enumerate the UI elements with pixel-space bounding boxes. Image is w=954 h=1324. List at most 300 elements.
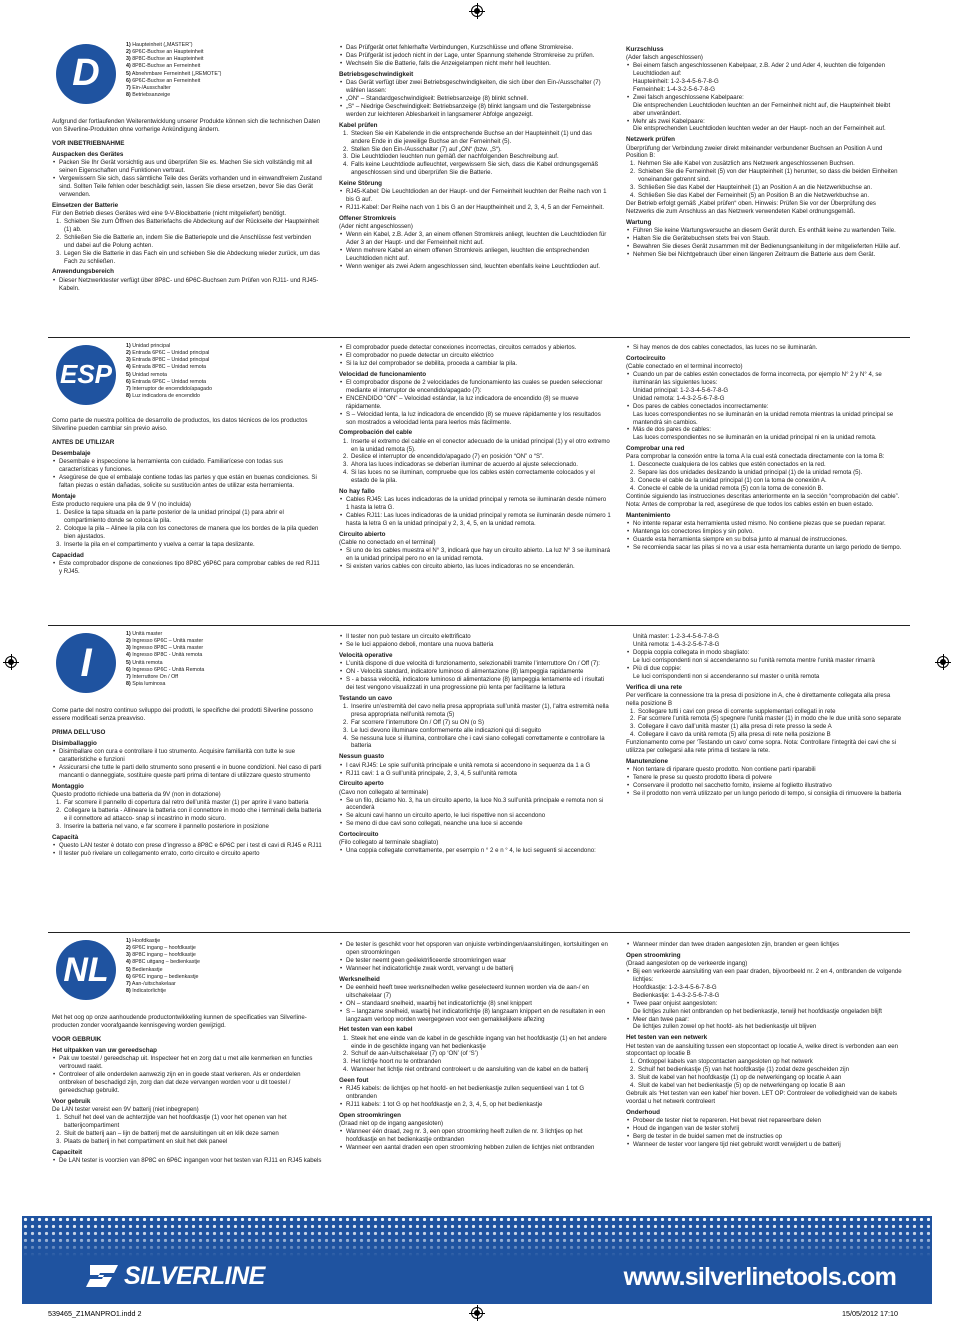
- indented-text: [626, 411, 902, 427]
- list-item: • Assicurarsi che tutte le parti dello strumento sono presenti e in buone condizioni. Nel caso di parti mancanti o danneggiate, sostituire queste parti prima di tentare di utilizzare questo strumento: [52, 764, 322, 780]
- parts-list-item: 2) Ingresso 6P6C – Unità master: [126, 638, 204, 645]
- parts-list-item: 4) 8P8C-Buchse an Ferneinheit: [126, 63, 201, 70]
- paragraph: De LAN tester vereist een 9V batterij (niet inbegrepen): [52, 1105, 199, 1113]
- subheading: Montaje: [52, 492, 76, 500]
- list-item: 2. Schieben Sie die Ferneinheit (5) von der Haupteinheit (1) herunter, so dass die beiden Einheiten voneinander getrennt sind.: [630, 168, 898, 184]
- parts-list-item: 2) 6P6C ingang – hoofdkastje: [126, 945, 196, 952]
- list-item: • RJ11 kabels: 1 tot G op het hoofdkastje en 2, 3, 4, 5, op het bedienkastje: [339, 1101, 611, 1109]
- list-item: • Bewahren Sie dieses Gerät zusammen mit der Bedienungsanleitung in der mitgelieferten Hülle auf.: [626, 243, 902, 251]
- subheading: Testando un cavo: [339, 694, 393, 702]
- list-item: • Disimballare con cura e controllare il tuo strumento. Acquisire familiarità con tutte le sue caratteristiche e funzioni: [52, 748, 322, 764]
- indented-text: [626, 387, 902, 403]
- bullet-list: [52, 560, 322, 576]
- paragraph: Funzionamento come per ‘Testando un cavo’ come sopra. Nota: Controllare l’integrità dei cavi che si utilizza per collegarsi alla rete prima di testare la rete.: [626, 739, 897, 755]
- subheading: Einsetzen der Batterie: [52, 201, 119, 209]
- section-italian: [48, 625, 910, 925]
- list-item: • Se il prodotto non verrà utilizzato per un lungo periodo di tempo, si consiglia di rimuovere la batteria: [626, 790, 902, 798]
- italian-column-3: [626, 633, 902, 798]
- subheading: Capacidad: [52, 551, 84, 559]
- bullet-list: [339, 496, 611, 528]
- indented-line: De lichtjes zullen zowel op het hoofd- als het bedienkastje uit blijven: [633, 1023, 817, 1031]
- indented-text: [626, 1008, 902, 1016]
- parts-list-item: 6) Ingresso 6P6C - Unità Remota: [126, 666, 205, 673]
- italian-column-1-body: [52, 707, 322, 858]
- indented-text: [626, 434, 902, 442]
- paragraph: (Cavo non collegato al terminale): [339, 788, 429, 796]
- bullet-list: [626, 371, 902, 387]
- paragraph: (Ader falsch angeschlossen): [626, 54, 703, 62]
- list-item: • Das Gerät verfügt über zwei Betriebsgeschwindigkeiten, die sich über den Ein-/Ausschalter (7) wählen lassen:: [339, 79, 611, 95]
- list-item: • Packen Sie Ihr Gerät vorsichtig aus und überprüfen Sie es. Machen Sie sich vollständig mit all seinen Eigenschaften und Funktionen vertraut.: [52, 159, 322, 175]
- footer-band: [22, 1216, 932, 1304]
- parts-list-item: 2) 6P6C-Buchse an Haupteinheit: [126, 49, 204, 56]
- list-item: 1. Schieben Sie zum Öffnen des Batteriefachs die Abdeckung auf der Rückseite der Haupteinheit (1) ab.: [56, 217, 319, 233]
- bullet-list: [626, 227, 902, 259]
- list-item: 4. Collegare il cavo da unità remota (5) alla presa di rete nella posizione B: [630, 731, 831, 739]
- list-item: • Probeer de tester niet te repareren. Het bevat niet repareerbare delen: [626, 1117, 902, 1125]
- parts-list-item: 5) Abnehmbare Ferneinheit („REMOTE“): [126, 70, 222, 77]
- list-item: • Halten Sie die Gerätebuchsen stets frei von Staub.: [626, 235, 902, 243]
- list-item: 4. Se nessuna luce si illumina, controllare che i cavi siano collegati correttamente e controllare la batteria: [343, 734, 605, 750]
- paragraph: Come parte del nostro continuo sviluppo dei prodotti, le specifiche dei prodotti Silverline possono essere modificati senza preavviso.: [52, 707, 313, 722]
- list-item: 1. Schuif het deel van de achterzijde van het hoofdkastje (1) voor het openen van het batterijcompartiment: [56, 1113, 287, 1129]
- list-item: • Führen Sie keine Wartungsversuche an diesem Gerät durch. Es enthält keine zu wartenden Teile.: [626, 227, 902, 235]
- list-item: 3. Conecte el cable de la unidad principal (1) con la toma de conexión A.: [630, 477, 827, 485]
- list-item: • Este comprobador dispone de conexiones tipo 8P8C y6P6C para comprobar cables de red RJ11 y RJ45.: [52, 560, 322, 576]
- section-heading: VOR INBETRIEBNAHME: [52, 139, 125, 147]
- list-item: 1. Deslice la tapa situada en la parte posterior de la unidad principal (1) para abrir el compartimiento donde se coloca la pila.: [56, 508, 284, 524]
- list-item: • Se le luci appaiono deboli, montare una nuova batteria: [339, 641, 611, 649]
- numbered-list: [339, 130, 611, 178]
- subheading: Open stroomkringen: [339, 1112, 401, 1120]
- indented-line: Ferneinheit: 1-4-3-2-5-6-7-8-G: [633, 85, 715, 93]
- numbered-list: [626, 1058, 902, 1090]
- list-item: • Asegúrese de que el embalaje contiene todas las partes y que están en buenas condiciones. Si faltan piezas o están dañadas, solicite su sustitución antes de utilizar esta herramienta.: [52, 474, 322, 490]
- bullet-list: [626, 426, 902, 434]
- subheading: Comprobar una red: [626, 445, 685, 453]
- list-item: • Wanneer een aantal draden een open stroomkring hebben zullen de lichtjes niet ontbranden: [339, 1144, 611, 1152]
- list-item: 2. Far scorrere l’unità remota (5) spegnere l’unità master (1) in modo che le due unità sono separate: [630, 715, 902, 723]
- list-item: • Cables RJ45: Las luces indicadoras de la unidad principal y remota se iluminarán desde número 1 hasta la letra G.: [339, 496, 611, 512]
- registration-mark-top: [469, 3, 485, 19]
- subheading: Velocità operative: [339, 651, 393, 659]
- indented-line: De lichtjes zullen niet ontbranden op het bedienkastje, terwijl het hoofdkastje ongeladen blijft: [633, 1007, 882, 1015]
- section-dutch: [48, 932, 910, 1212]
- list-item: 2. Schuif de aan-/uitschakelaar (7) op ‘ON’ (of ‘S’): [343, 1050, 479, 1058]
- registration-mark-bottom: [469, 1305, 485, 1321]
- bullet-list: [339, 633, 611, 649]
- list-item: • RJ45 kabels: de lichtjes op het hoofd- en het bedienkastje zullen sequentieel van 1 tot G ontbranden: [339, 1085, 611, 1101]
- dutch-column-2: [339, 941, 611, 1152]
- list-item: 4. Sluit de kabel van het bedienkastje (5) op de netwerkingang op locatie B aan: [630, 1082, 845, 1090]
- bullet-list: [626, 766, 902, 798]
- list-item: 2. Sluit de batterij aan – lijn de batterij met de aansluitingen uit en klik deze samen: [56, 1129, 279, 1137]
- list-item: • Se meno di due cavi sono collegati, neanche una luce si accende: [339, 820, 611, 828]
- subheading: Keine Störung: [339, 180, 383, 188]
- numbered-list: [52, 218, 322, 266]
- subheading: Kabel prüfen: [339, 121, 378, 129]
- paragraph: Für den Betrieb dieses Gerätes wird eine 9-V-Blockbatterie (nicht mitgeliefert) benötigt.: [52, 209, 287, 217]
- list-item: • Doppia coppia collegata in modo sbagliato:: [626, 649, 902, 657]
- subheading: Kurzschluss: [626, 46, 664, 53]
- parts-list-item: 1) Unità master: [126, 631, 163, 637]
- list-item: • Wenn ein Kabel, z.B. Ader 3, an einem offenen Stromkreis anliegt, leuchten die Leuchtdioden für Ader 3 an der Haupt- und der Ferneinheit nicht auf.: [339, 231, 611, 247]
- subheading: Comprobación del cable: [339, 429, 413, 437]
- list-item: • Das Prüfgerät ortet fehlerhafte Verbindungen, Kurzschlüsse und offene Stromkreise.: [339, 44, 611, 52]
- bullet-list: [339, 188, 611, 212]
- bullet-list: [339, 44, 611, 68]
- subheading: Anwendungsbereich: [52, 268, 114, 276]
- bullet-list: [52, 1157, 322, 1165]
- parts-list-item: 4) 8P8C uitgang – bedienkastje: [126, 959, 200, 966]
- subheading: Werksnelheid: [339, 975, 380, 983]
- list-item: 1. Inserte el extremo del cable en el conector adecuado de la unidad principal (1) y el otro extremo en la unidad remota (5).: [343, 437, 610, 453]
- language-badge-de: D: [56, 44, 116, 104]
- indented-line: Unidad remota: 1-4-3-2-5-6-7-8-G: [633, 394, 725, 402]
- list-item: • Questo LAN tester è dotato con prese d’ingresso a 8P8C e 6P6C per i test di cavi di RJ45 e RJ11: [52, 842, 322, 850]
- list-item: • Houd de ingangen van de tester stofvrij: [626, 1125, 902, 1133]
- list-item: • „S“ – Niedrige Geschwindigkeit: Betriebsanzeige (8) blinkt langsam und die Testergebnisse werden zur leichteren Ablesbarkeit in langsamerer Abfolge angezeigt.: [339, 103, 611, 119]
- list-item: • Si la luz del comprobador se debilita, proceda a cambiar la pila.: [339, 360, 611, 368]
- indented-line: Las luces correspondientes no se iluminarán en la unidad remota mientras la unidad principal se mantendrá sin cambios.: [633, 410, 894, 426]
- numbered-list: [339, 703, 611, 751]
- subheading: Disimballaggio: [52, 740, 97, 748]
- list-item: • ON - Velocità standard, indicatore luminoso di alimentazione (8) lampeggia rapidamente: [339, 668, 611, 676]
- list-item: • No intente reparar esta herramienta usted mismo. No contiene piezas que se puedan reparar.: [626, 520, 902, 528]
- subheading: Desembalaje: [52, 450, 91, 458]
- list-item: • Una coppia collegate correttamente, per esempio n ° 2 e n ° 4, le luci seguenti si accendono:: [339, 847, 611, 855]
- list-item: • El comprobador puede detectar conexiones incorrectas, circuitos cerrados y abiertos.: [339, 344, 611, 352]
- list-item: • Wenn weniger als zwei Adern angeschlossen sind, leuchten ebenfalls keine Leuchtdioden auf.: [339, 263, 611, 271]
- list-item: • Non tentare di riparare questo prodotto. Non contiene parti riparabili: [626, 766, 902, 774]
- dutch-column-3: [626, 941, 902, 1149]
- list-item: 2. Coloque la pila – Alinee la pila con los conectores de manera que los bordes de la pila queden bien ajustados.: [56, 524, 319, 540]
- parts-list-item: 6) 6P6C ingang – bedienkastje: [126, 973, 199, 980]
- list-item: • S – langzame snelheid, waarbij het indicatorlichtje (8) langzaam knippert en de resultaten in een langzaam verloop worden weergegeven voor een gemakkelijkere aflezing: [339, 1008, 611, 1024]
- parts-list: [126, 631, 326, 688]
- list-item: 1. Nehmen Sie alle Kabel von zusätzlich ans Netzwerk angeschlossenen Buchsen.: [630, 160, 855, 168]
- bullet-list: [626, 649, 902, 657]
- subheading: Nessun guasto: [339, 753, 385, 761]
- bullet-list: [339, 660, 611, 692]
- spanish-column-2: [339, 344, 611, 571]
- parts-list-item: 3) Entrada 8P8C – Unidad principal: [126, 357, 210, 364]
- list-item: • Mantenga los conectores limpios y sin polvo.: [626, 528, 902, 536]
- parts-list-item: 8) Luz indicadora de encendido: [126, 392, 200, 399]
- parts-list-item: 3) 8P8C-Buchse an Haupteinheit: [126, 56, 204, 63]
- list-item: 4. Wanneer het lichtje niet ontbrand controleert u de aansluiting van de kabel en de batterij: [343, 1066, 589, 1074]
- brand-name: SILVERLINE: [124, 1261, 265, 1290]
- parts-list-item: 3) 8P8C ingang – hoofdkastje: [126, 952, 196, 959]
- list-item: • Dieser Netzwerktester verfügt über 8P8C- und 6P6C-Buchsen zum Prüfen von RJ11- und RJ45-Kabeln.: [52, 277, 322, 293]
- indented-text: [626, 984, 902, 1000]
- subheading: Cortocircuito: [339, 831, 379, 839]
- paragraph: Per verificare la connessione tra la presa di posizione in A, che è direttamente collegata alla presa nella posizione B: [626, 691, 891, 707]
- bullet-list: [626, 403, 902, 411]
- bullet-list: [626, 1117, 902, 1149]
- paragraph: Para comprobar la conexión entre la toma A la cual está conectada directamente con la toma B:: [626, 453, 885, 461]
- list-item: 2. Separe las dos unidades deslizando la unidad principal (1) de la unidad remota (5).: [630, 469, 863, 477]
- parts-list-item: 7) Interruptor de encendido/apagado: [126, 385, 213, 392]
- parts-list-item: 5) Unidad remota: [126, 371, 167, 378]
- list-item: • Pak uw toestel / gereedschap uit. Inspecteer het en zorg dat u met alle kenmerken en functies vertrouwd raakt.: [52, 1055, 322, 1071]
- registration-mark-left: [3, 654, 19, 670]
- language-badge-nl: NL: [56, 940, 116, 1000]
- paragraph: (Filo collegato al terminale sbagliato): [339, 839, 439, 847]
- numbered-list: [339, 438, 611, 486]
- list-item: • Wanneer één draad, zeg nr. 3, een open stroomkring heeft zullen de nr. 3 lichtjes op het hoofdkastje en het bedienkastje ontbranden: [339, 1128, 611, 1144]
- list-item: • Dos pares de cables conectados incorrectamente:: [626, 403, 902, 411]
- list-item: • RJ11 cavi: 1 a G sull’unità principale, 2, 3, 4, 5 sull’unità remota: [339, 770, 611, 778]
- bullet-list: [626, 520, 902, 552]
- subheading: Circuito aperto: [339, 780, 384, 788]
- list-item: • S – Velocidad lenta, la luz indicadora de encendido (8) se mueve rápidamente y los resultados son mostrados a velocidad lenta para leerlos más fácilmente.: [339, 411, 611, 427]
- parts-list-item: 4) Entrada 8P8C – Unidad remota: [126, 364, 207, 371]
- bullet-list: [339, 797, 611, 829]
- indented-text: [626, 657, 902, 665]
- indented-line: Le luci corrispondenti non si accenderanno su l’unità remota mentre l’unità master rimarrà: [633, 656, 875, 664]
- dutch-column-1-body: [52, 1014, 322, 1165]
- list-item: • Il tester non può testare un circuito elettrificato: [339, 633, 611, 641]
- parts-list-item: 5) Unità remota: [126, 659, 163, 666]
- list-item: 3. Ahora las luces indicadoras se deberían iluminar de acuerdo al ajuste seleccionado.: [343, 461, 578, 469]
- print-date-info: 15/05/2012 17:10: [842, 1309, 898, 1318]
- indented-line: Hoofdkastje: 1-2-3-4-5-6-7-8-G: [633, 983, 717, 991]
- list-item: • „ON“ – Standardgeschwindigkeit: Betriebsanzeige (8) blinkt schnell.: [339, 95, 611, 103]
- paragraph: Überprüfung der Verbindung zweier direkt miteinander verbundener Buchsen an Position A und Position B:: [626, 144, 883, 160]
- parts-list-item: 6) Entrada 6P6C – Unidad remota: [126, 378, 207, 385]
- subheading: Het testen van een netwerk: [626, 1034, 708, 1042]
- parts-list-item: 1) Hoofdkastje: [126, 938, 161, 944]
- indented-line: Die entsprechenden Leuchtdioden leuchten an der Ferneinheit nicht auf, die Haupteinheit bleibt aber unverändert.: [633, 101, 891, 117]
- indented-line: Haupteinheit: 1-2-3-4-5-6-7-8-G: [633, 77, 719, 85]
- indented-line: Unità remota: 1-4-3-2-5-6-7-8-G: [633, 640, 720, 648]
- list-item: • Più di due coppie:: [626, 665, 902, 673]
- subheading: No hay fallo: [339, 488, 375, 496]
- list-item: • ENCENDIDO “ON” – Velocidad estándar, la luz indicadora de encendido (8) se mueve rápidamente.: [339, 395, 611, 411]
- section-spanish: [48, 337, 910, 619]
- list-item: • Bij een verkeerde aansluiting van een paar draden, bijvoorbeeld nr. 2 en 4, ontbranden de volgende lichtjes:: [626, 968, 902, 984]
- list-item: • I cavi RJ45: Le spie sull’unità principale e unità remota si accendono in sequenza da 1 a G: [339, 762, 611, 770]
- numbered-list: [52, 799, 322, 831]
- parts-list-item: 7) Aan-/uitschakelaar: [126, 980, 176, 987]
- list-item: 2. Schließen Sie die Batterie an, indem Sie die Batteriepole und die Anschlüsse fest verbinden und dabei auf die Polung achten.: [56, 233, 312, 249]
- paragraph: (Ader nicht angeschlossen): [339, 223, 413, 231]
- list-item: • Cables RJ11: Las luces indicadoras de la unidad principal y remota se iluminarán desde número 1 hasta la letra G en la unidad principal y 2, 3, 4, 5, en la unidad remota.: [339, 512, 611, 528]
- subheading: Cortocircuito: [626, 354, 666, 362]
- parts-list: [126, 343, 326, 400]
- subheading: Velocidad de funcionamiento: [339, 370, 427, 378]
- bullet-list: [339, 941, 611, 973]
- parts-list-item: 4) Ingresso 8P8C - Unità remota: [126, 652, 203, 659]
- list-item: • S - a bassa velocità, indicatore luminoso di alimentazione (8) lampeggia lentamente ed i risultati dei test vengono visualizzati in una progressione più lenta per facilitarne la lettura: [339, 676, 611, 692]
- section-heading: PRIMA DELL'USO: [52, 728, 106, 736]
- bullet-list: [339, 547, 611, 571]
- list-item: • Wechseln Sie die Batterie, falls die Anzeigelampen nicht mehr hell leuchten.: [339, 60, 611, 68]
- indented-line: Le luci corrispondenti non si accenderanno sul master o unità remota: [633, 672, 820, 680]
- indented-text: [626, 125, 902, 133]
- bullet-list: [52, 842, 322, 858]
- list-item: 3. Legen Sie die Batterie in das Fach ein und schieben Sie die Abdeckung wieder zurück, um das Fach zu schließen.: [56, 249, 320, 265]
- list-item: 3. Het lichtje hoort nu te ontbranden: [343, 1058, 442, 1066]
- numbered-list: [626, 461, 902, 493]
- numbered-list: [626, 160, 902, 200]
- list-item: 3. Inserire la batteria nel vano, e far scorrere il pannello posteriore in posizione: [56, 822, 269, 830]
- bullet-list: [339, 847, 611, 855]
- parts-list-item: 5) Bedienkastje: [126, 966, 163, 973]
- website-url[interactable]: www.silverlinetools.com: [623, 1263, 896, 1291]
- list-item: • De tester is geschikt voor het opsporen van onjuiste verbindingen/aansluitingen, kortsluitingen en open stroomkringen: [339, 941, 611, 957]
- list-item: • Twee paar onjuist aangesloten:: [626, 1000, 902, 1008]
- subheading: Onderhoud: [626, 1108, 660, 1116]
- paragraph: Gebruik als ‘Het testen van een kabel’ hier boven. LET OP: Controleer de volledigheid van de kabels voordat u het netwerk controleert: [626, 1090, 897, 1106]
- list-item: • Zwei falsch angeschlossene Kabelpaare:: [626, 94, 902, 102]
- paragraph: Questo prodotto richiede una batteria da 9V (non in dotazione): [52, 791, 221, 799]
- list-item: 2. Far scorrere l’interruttore On / Off (7) su ON (o S): [343, 718, 484, 726]
- list-item: 1. Far scorrere il pannello di copertura dal retro dell’unità master (1) per aprire il vano batteria: [56, 798, 309, 806]
- subheading: Netzwerk prüfen: [626, 136, 675, 144]
- indented-line: Bedienkastje: 1-4-3-2-5-6-7-8-G: [633, 991, 720, 999]
- list-item: 3. Die Leuchtdioden leuchten nun gemäß der nachfolgenden Beschreibung auf.: [343, 153, 559, 161]
- indented-text: [626, 102, 902, 118]
- list-item: • De eenheid heeft twee werksnelheden welke geselecteerd kunnen worden via de aan-/ en uitschakelaar (7): [339, 984, 611, 1000]
- list-item: 4. Si las luces no se iluminan, compruebe que los cables estén correctamente colocados y el estado de la pila.: [343, 469, 595, 485]
- list-item: • Cuando un par de cables estén conectados de forma incorrecta, por ejemplo N° 2 y N° 4, se iluminarán las siguientes luces:: [626, 371, 902, 387]
- list-item: 1. Inserire un’estremità del cavo nella presa appropriata sull’unità master (1), l’altra estremità nella presa appropriata nell’unità remota (5): [343, 702, 609, 718]
- numbered-list: [626, 708, 902, 740]
- list-item: • De tester neemt geen geëlektrificeerde stroomkringen waar: [339, 957, 611, 965]
- bullet-list: [626, 1000, 902, 1008]
- italian-column-2: [339, 633, 611, 855]
- bullet-list: [339, 379, 611, 427]
- list-item: • Il tester può rivelare un collegamento errato, corto circuito e circuito aperto: [52, 850, 322, 858]
- list-item: • De LAN tester is voorzien van 8P8C en 6P6C ingangen voor het testen van RJ11 en RJ45 kabels: [52, 1157, 322, 1165]
- bullet-list: [339, 344, 611, 368]
- german-column-2: [339, 44, 611, 271]
- bullet-list: [626, 344, 902, 352]
- german-column-3: [626, 46, 902, 259]
- bullet-list: [339, 79, 611, 119]
- silverline-logo-icon: [84, 1261, 124, 1291]
- language-badge-esp: ESP: [56, 345, 116, 405]
- list-item: • Wanneer minder dan twee draden aangesloten zijn, branden er geen lichtjes: [626, 941, 902, 949]
- list-item: • Mehr als zwei Kabelpaare:: [626, 118, 902, 126]
- parts-list: [126, 42, 326, 99]
- list-item: • Se un filo, diciamo No. 3, ha un circuito aperto, la luce No.3 sull’unità principale e remota non si accenderà: [339, 797, 611, 813]
- list-item: • Se recomienda sacar las pilas si no va a usar esta herramienta durante un largo periodo de tiempo.: [626, 544, 902, 552]
- bullet-list: [626, 968, 902, 984]
- list-item: • Berg de tester in de buidel samen met de instructies op: [626, 1133, 902, 1141]
- indented-text: [626, 1023, 902, 1031]
- bullet-list: [339, 231, 611, 271]
- bullet-list: [52, 748, 322, 780]
- paragraph: (Draad niet op de ingang aangesloten): [339, 1120, 444, 1128]
- subheading: Geen fout: [339, 1077, 369, 1085]
- subheading: Betriebsgeschwindigkeit: [339, 70, 414, 78]
- parts-list-item: 8) Betriebsanzeige: [126, 91, 171, 98]
- subheading: Het uitpakken van uw gereedschap: [52, 1047, 157, 1055]
- list-item: • Wenn mehrere Kabel an einem offenen Stromkreis anliegen, leuchten die entsprechenden Leuchtdioden nicht auf.: [339, 247, 611, 263]
- list-item: 1. Desconecte cualquiera de los cables que estén conectados en la red.: [630, 461, 826, 469]
- parts-list-item: 8) Indicatorlichtje: [126, 987, 167, 994]
- parts-list-item: 8) Spia luminosa: [126, 680, 166, 687]
- indented-text: [626, 633, 902, 649]
- list-item: • Controleer of alle onderdelen aanwezig zijn en in goede staat verkeren. Als er onderdelen ontbreken of beschadigd zijn, zorg dan dat deze vervangen worden voor u dit toestel / gereedschap gebruikt.: [52, 1071, 322, 1095]
- subheading: Het testen van een kabel: [339, 1026, 413, 1034]
- bullet-list: [52, 1055, 322, 1095]
- parts-list-item: 1) Haupteinheit („MASTER“): [126, 42, 193, 48]
- bullet-list: [626, 62, 902, 78]
- bullet-list: [626, 94, 902, 102]
- list-item: • L’unità dispone di due velocità di funzionamento, selezionabili tramite l’interruttore On / Off (7):: [339, 660, 611, 668]
- list-item: 2. Schuif het bedienkastje (5) van het hoofdkastje (1) zodat deze gescheiden zijn: [630, 1066, 850, 1074]
- paragraph: Como parte de nuestra política de desarrollo de productos, los datos técnicos de los productos Silverline pueden cambiar sin previo aviso.: [52, 417, 308, 432]
- parts-list-item: 3) Ingresso 8P8C – Unità master: [126, 645, 204, 652]
- subheading: Capaciteit: [52, 1148, 83, 1156]
- list-item: 2. Deslice el interruptor de encendido/apagado (7) en posición “ON” o “S”.: [343, 453, 544, 461]
- list-item: • Desembale e inspeccione la herramienta con cuidado. Familiarícese con todas sus características y funciones.: [52, 458, 322, 474]
- list-item: • Guarde esta herramienta siempre en su bolsa junto al manual de instrucciones.: [626, 536, 902, 544]
- list-item: • Meer dan twee paar:: [626, 1016, 902, 1024]
- paragraph: Continúe siguiendo las instrucciones descritas anteriormente en la sección “comprobación del cable”. Nota: Antes de comprobar la red, asegúrese de que todos los cables estén en buen estado.: [626, 493, 900, 509]
- spanish-column-3: [626, 344, 902, 552]
- list-item: • RJ11-Kabel: Der Reihe nach von 1 bis G an der Hauptheinheit und 2, 3, 4, 5 an der Ferneinheit.: [339, 204, 611, 212]
- bullet-list: [339, 1128, 611, 1152]
- bullet-list: [626, 118, 902, 126]
- list-item: • Si existen varios cables con circuito abierto, las luces indicadoras no se encenderán.: [339, 563, 611, 571]
- subheading: Voor gebruik: [52, 1097, 91, 1105]
- list-item: 1. Ontkoppel kabels van stopcontacten aangesloten op het netwerk: [630, 1058, 813, 1066]
- list-item: • Wanneer het indicatorlichtje zwak wordt, vervangt u de batterij: [339, 965, 611, 973]
- list-item: 1. Stecken Sie ein Kabelende in die entsprechende Buchse an der Haupteinheit (1) und das andere Ende in die jeweilige Buchse an der Ferneinheit (5).: [343, 129, 592, 145]
- subheading: Circuito abierto: [339, 531, 386, 539]
- paragraph: Met het oog op onze aanhoudende productontwikkeling kunnen de specificaties van Silverline-producten zonder voorafgaande kennisgeving worden gewijzigd.: [52, 1014, 307, 1029]
- list-item: • Se alcuni cavi hanno un circuito aperto, le luci rispettive non si accendono: [339, 812, 611, 820]
- parts-list-item: 6) 6P6C-Buchse an Ferneinheit: [126, 77, 201, 84]
- section-heading: VOOR GEBRUIK: [52, 1035, 102, 1043]
- bullet-list: [626, 1016, 902, 1024]
- list-item: • El comprobador no puede detectar un circuito eléctrico: [339, 352, 611, 360]
- bullet-list: [626, 665, 902, 673]
- bullet-list: [339, 984, 611, 1024]
- list-item: 3. Le luci devono illuminare conformemente alle indicazioni qui di seguito: [343, 726, 542, 734]
- subheading: Montaggio: [52, 782, 84, 790]
- parts-list: [126, 938, 326, 995]
- list-item: • ON – standaard snelheid, waarbij het indicatorlichtje (8) snel knippert: [339, 1000, 611, 1008]
- list-item: 3. Sluit de kabel van het hoofdkastje (1) op de netwerkingang op locatie A aan: [630, 1074, 842, 1082]
- bullet-list: [339, 1085, 611, 1109]
- bullet-list: [626, 941, 902, 949]
- indented-line: Unità master: 1-2-3-4-5-6-7-8-G: [633, 633, 720, 640]
- list-item: 4. Schließen Sie das Kabel der Ferneinheit (5) an Position B an die Netzwerkbuchse an.: [630, 192, 870, 200]
- subheading: Mantenimiento: [626, 511, 671, 519]
- parts-list-item: 1) Unidad principal: [126, 343, 171, 349]
- paragraph: (Cable no conectado en el terminal): [339, 539, 436, 547]
- list-item: 1. Steek het ene einde van de kabel in de geschikte ingang van het hoofdkastje (1) en het andere einde in de geschikte ingang van het bedienkastje: [343, 1034, 607, 1050]
- list-item: 3. Inserte la pila en el compartimento y vuelva a cerrar la tapa deslizante.: [56, 540, 255, 548]
- list-item: 3. Schließen Sie das Kabel der Haupteinheit (1) an Position A an die Netzwerkbuchse an.: [630, 184, 873, 192]
- subheading: Open stroomkring: [626, 951, 681, 959]
- bullet-list: [339, 762, 611, 778]
- list-item: 4. Falls keine Leuchtdiode aufleuchtet, vergewissern Sie sich, dass die Kabel ordnungsgemäß angeschlossen sind und überprüfen Sie die Batterie.: [343, 161, 599, 177]
- indented-text: [626, 78, 902, 94]
- print-file-info: 539465_Z1MANPRO1.indd 2: [48, 1309, 142, 1318]
- list-item: • Bei einem falsch angeschlossenen Kabelpaar, z.B. Ader 2 und Ader 4, leuchten die folgenden Leuchtdioden auf:: [626, 62, 902, 78]
- parts-list-item: 7) Ein-/Ausschalter: [126, 84, 171, 91]
- parts-list-item: 2) Entrada 6P6C – Unidad principal: [126, 350, 210, 357]
- parts-list-item: 7) Interruttore On / Off: [126, 673, 179, 680]
- list-item: • El comprobador dispone de 2 velocidades de funcionamiento las cuales se pueden seleccionar mediante el interruptor de encendido/apagado (7):: [339, 379, 611, 395]
